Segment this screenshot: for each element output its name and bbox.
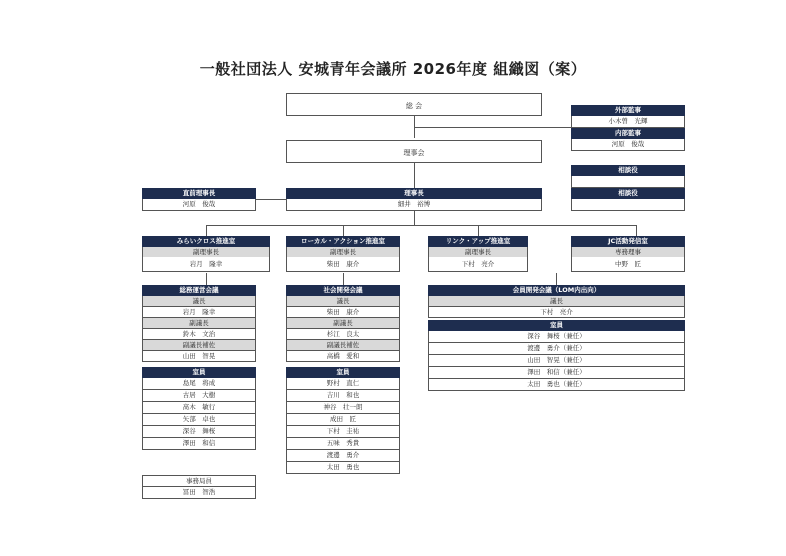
committee-members-header: 室員 xyxy=(142,367,256,378)
office-role: 専務理事 xyxy=(571,247,685,257)
committee-vice-asst-label: 副議長補佐 xyxy=(142,340,256,350)
committee-member: 深谷 舞桜 xyxy=(142,426,256,438)
committee-vice-asst-name: 山田 智晃 xyxy=(142,350,256,362)
committee-member: 太田 勇也（兼任） xyxy=(428,379,685,391)
internal-auditor-header: 内部監事 xyxy=(571,128,685,139)
committee-member: 矢部 卓也 xyxy=(142,414,256,426)
connector-line xyxy=(478,225,479,236)
committee-vice-asst-label: 副議長補佐 xyxy=(286,340,400,350)
external-auditor-name: 小木曽 光輝 xyxy=(571,116,685,128)
connector-line xyxy=(414,211,415,225)
committee-chair-name: 柴田 康介 xyxy=(286,306,400,318)
connector-line xyxy=(414,127,571,128)
office-name: 柴田 康介 xyxy=(286,257,400,272)
committee-member: 太田 勇也 xyxy=(286,462,400,474)
office-role: 副理事長 xyxy=(428,247,528,257)
committee-vice-name: 鈴木 文治 xyxy=(142,328,256,340)
advisor-name-empty xyxy=(571,176,685,188)
committee-chair-label: 議長 xyxy=(142,296,256,306)
committee-chair-name: 岩月 隆幸 xyxy=(142,306,256,318)
committee-member: 島尾 将成 xyxy=(142,378,256,390)
committee-members-header: 室員 xyxy=(286,367,400,378)
advisor-header: 相談役 xyxy=(571,188,685,199)
committee-header: 社会開発会議 xyxy=(286,285,400,296)
committee-chair-label: 議長 xyxy=(428,296,685,306)
connector-line xyxy=(343,273,344,285)
advisor-name-empty xyxy=(571,199,685,211)
office-header: みらいクロス推進室 xyxy=(142,236,270,247)
committee-member: 古居 大樹 xyxy=(142,390,256,402)
committee-members-header: 室員 xyxy=(428,320,685,331)
committee-member: 成田 匠 xyxy=(286,414,400,426)
chair-name: 細井 裕博 xyxy=(286,199,542,211)
office-header: リンク・アップ推進室 xyxy=(428,236,528,247)
committee-member: 髙木 敏行 xyxy=(142,402,256,414)
office-name: 岩月 隆幸 xyxy=(142,257,270,272)
connector-line xyxy=(414,163,415,188)
committee-header: 総務運営会議 xyxy=(142,285,256,296)
committee-member: 渡邊 勇介 xyxy=(286,450,400,462)
committee-member: 吉川 和也 xyxy=(286,390,400,402)
committee-member: 渡邊 勇介（兼任） xyxy=(428,343,685,355)
connector-line xyxy=(343,225,344,236)
committee-vice-label: 副議長 xyxy=(142,318,256,328)
connector-line xyxy=(206,273,207,285)
chair-header: 理事長 xyxy=(286,188,542,199)
advisor-header: 相談役 xyxy=(571,165,685,176)
office-role: 副理事長 xyxy=(286,247,400,257)
office-name: 中野 匠 xyxy=(571,257,685,272)
committee-chair-label: 議長 xyxy=(286,296,400,306)
committee-member: 深谷 舞桜（兼任） xyxy=(428,331,685,343)
office-header: ローカル・アクション推進室 xyxy=(286,236,400,247)
board-label: 理事会 xyxy=(403,149,425,157)
committee-member: 山田 智晃（兼任） xyxy=(428,355,685,367)
committee-vice-name: 杉江 良太 xyxy=(286,328,400,340)
connector-line xyxy=(556,273,557,285)
secretariat-name: 冨田 智浩 xyxy=(142,487,256,499)
office-role: 副理事長 xyxy=(142,247,270,257)
connector-line xyxy=(636,225,637,236)
committee-member: 野村 直仁 xyxy=(286,378,400,390)
external-auditor-header: 外部監事 xyxy=(571,105,685,116)
board-box xyxy=(286,140,542,163)
connector-line xyxy=(256,199,286,200)
committee-member: 神谷 壮一朗 xyxy=(286,402,400,414)
committee-member: 澤田 和信 xyxy=(142,438,256,450)
prev-chair-header: 直前理事長 xyxy=(142,188,256,199)
committee-member: 下村 圭祐 xyxy=(286,426,400,438)
secretariat-title: 事務局員 xyxy=(142,475,256,487)
office-name: 下村 亮介 xyxy=(428,257,528,272)
committee-vice-asst-name: 高橋 愛和 xyxy=(286,350,400,362)
office-header: JC活動発信室 xyxy=(571,236,685,247)
committee-header: 会員開発会議（LOM内出向） xyxy=(428,285,685,296)
committee-chair-name: 下村 亮介 xyxy=(428,306,685,318)
committee-member: 五味 秀貴 xyxy=(286,438,400,450)
committee-member: 澤田 和信（兼任） xyxy=(428,367,685,379)
prev-chair-name: 河原 俊哉 xyxy=(142,199,256,211)
committee-vice-label: 副議長 xyxy=(286,318,400,328)
general-meeting-label: 総 会 xyxy=(405,102,423,110)
connector-line xyxy=(206,225,207,236)
internal-auditor-name: 河原 俊哉 xyxy=(571,139,685,151)
page-title: 一般社団法人 安城青年会議所 2026年度 組織図（案） xyxy=(199,60,587,78)
connector-line xyxy=(206,225,636,226)
general-meeting-box xyxy=(286,93,542,116)
